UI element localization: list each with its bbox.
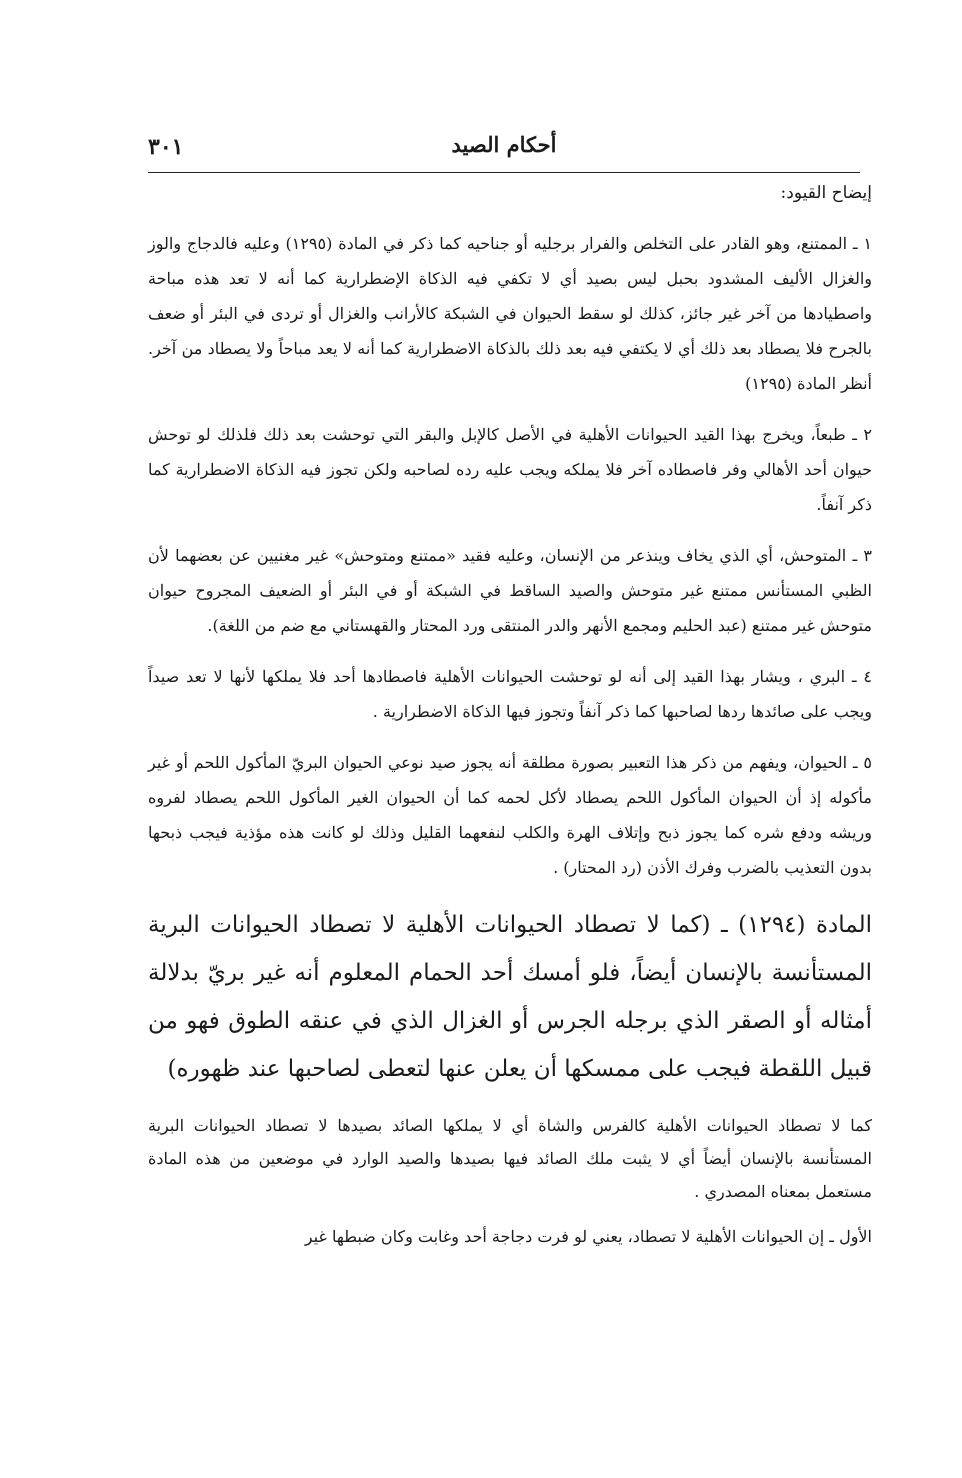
paragraph-5: ٥ ـ الحيوان، ويفهم من ذكر هذا التعبير بصورة مطلقة أنه يجوز صيد نوعي الحيوان البريّ المأكول اللحم أو غير مأكوله إذ أن الحيوان المأكول اللحم يصطاد لأكل لحمه كما أن الحيوان الغير المأكول اللحم يصطاد لفروه وريشه ودفع شره كما يجوز ذبح وإتلاف الهرة والكلب لنفعهما القليل وذلك لو كانت هذه مؤذية فيجب ذبحها بدون التعذيب بالضرب وفرك الأذن (رد المحتار) . [148, 753, 872, 877]
explanation-paragraph: كما لا تصطاد الحيوانات الأهلية كالفرس والشاة أي لا يملكها الصائد بصيدها لا تصطاد الحيوانات البرية المستأنسة بالإنسان أيضاً أي لا يثبت ملك الصائد فيها بصيدها والصيد الوارد في موضعين من هذه المادة مستعمل بمعناه المصدري . [148, 1116, 872, 1201]
running-title: أحكام الصيد [451, 132, 557, 157]
article-1294: المادة (١٢٩٤) ـ (كما لا تصطاد الحيوانات الأهلية لا تصطاد الحيوانات البرية المستأنسة بالإنسان أيضاً، فلو أمسك أحد الحمام المعلوم أنه غير بريّ بدلالة أمثاله أو الصقر الذي برجله الجرس أو الغزال الذي في عنقه الطوق فهو من قبيل اللقطة فيجب على ممسكها أن يعلن عنها لتعطى لصاحبها عند ظهوره) [148, 912, 872, 1082]
page-number: ٣٠١ [148, 134, 184, 160]
paragraph-2: ٢ ـ طبعاً، ويخرج بهذا القيد الحيوانات الأهلية في الأصل كالإبل والبقر التي توحشت بعد ذلك فلذلك لو توحش حيوان أحد الأهالي وفر فاصطاده آخر فلا يملكه ويجب عليه رده لصاحبه ولكن تجوز فيه الذكاة الاضطرارية كما ذكر آنفاً. [148, 425, 873, 514]
paragraph-4: ٤ ـ البري ، ويشار بهذا القيد إلى أنه لو توحشت الحيوانات الأهلية فاصطادها أحد فلا يملكها لأنها لا تعد صيداً ويجب على صائدها ردها لصاحبها كما ذكر آنفاً وتجوز فيها الذكاة الاضطرارية . [148, 667, 873, 721]
page-header [148, 128, 860, 173]
first-point-paragraph: الأول ـ إن الحيوانات الأهلية لا تصطاد، يعني لو فرت دجاجة أحد وغابت وكان ضبطها غير [304, 1227, 872, 1246]
section-subheading: إيضاح القيود: [780, 183, 872, 203]
paragraph-3: ٣ ـ المتوحش، أي الذي يخاف وينذعر من الإنسان، وعليه فقيد «ممتنع ومتوحش» غير مغنيين عن بعضهما لأن الظبي المستأنس ممتنع غير متوحش والصيد الساقط في الشبكة أو في البئر أو الضعيف المجروح حيوان متوحش غير ممتنع (عبد الحليم ومجمع الأنهر والدر المنتقى ورد المحتار والقهستاني مع ضم من اللغة). [148, 546, 873, 635]
page-body [148, 172, 872, 1265]
paragraph-1: ١ ـ الممتنع، وهو القادر على التخلص والفرار برجليه أو جناحيه كما ذكر في المادة (١٢٩٥) وعليه فالدجاج والوز والغزال الأليف المشدود بحبل ليس بصيد أي لا تكفي فيه الذكاة الإضطرارية كما أنه لا تعد هذه مباحة واصطيادها من آخر غير جائز، كذلك لو سقط الحيوان في الشبكة كالأرانب والغزال أو تردى في البئر أو ضعف بالجرح فلا يصطاد بعد ذلك أي لا يكتفي فيه بعد ذلك بالذكاة الاضطرارية كما أنه لا يعد مباحاً ولا يصطاد من آخر. أنظر المادة (١٢٩٥) [148, 234, 873, 393]
